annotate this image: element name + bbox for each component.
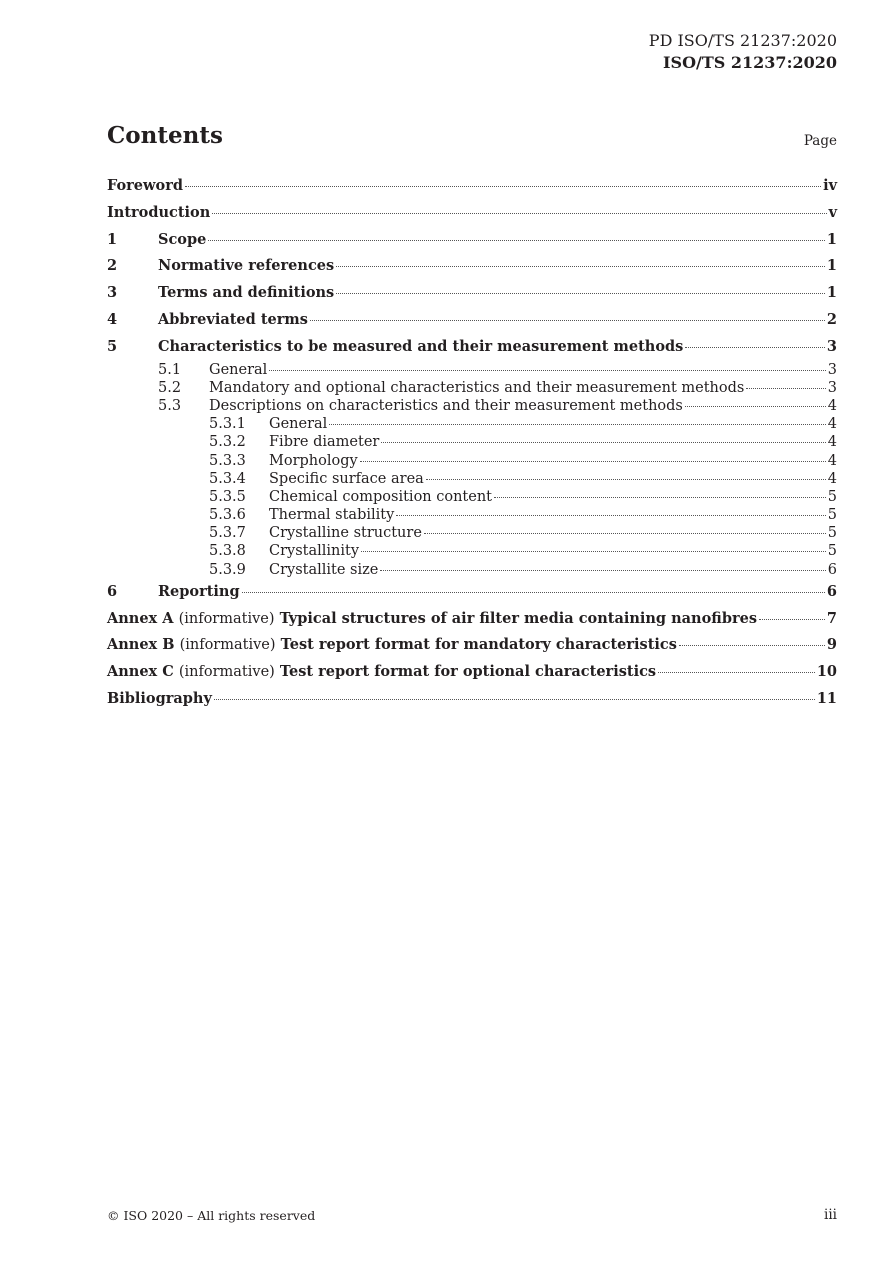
dot-leader [658,672,815,673]
toc-entry-page: 11 [816,690,837,708]
toc-entry-number: 4 [107,310,118,328]
toc-entry-label: Specific surface area [269,470,424,487]
toc-entry[interactable] [107,506,837,524]
toc-entry-label: Bibliography [107,690,212,708]
dot-leader [269,370,825,371]
toc-entry-number: 1 [107,230,118,248]
toc-entry-page: 4 [827,434,837,451]
toc-entry-page: 10 [816,663,837,681]
toc-entry-number: 5.3.5 [209,488,246,505]
toc-entry[interactable] [107,200,837,227]
toc-entry[interactable] [107,227,837,254]
toc-entry-label: Foreword [107,177,183,194]
dot-leader [214,699,815,700]
annex-title: Typical structures of air filter media containing nanofibres [279,609,757,627]
toc-entry-page: 6 [826,582,837,600]
page-number: iii [824,1207,837,1223]
toc-entry-number: 3 [107,284,118,302]
toc-entry-label: Crystalline structure [269,525,422,542]
toc-entry-label: Normative references [158,257,335,275]
toc-entry[interactable] [107,334,837,361]
toc-entry-label: Characteristics to be measured and their measurement methods [158,337,684,355]
toc-entry-page: 5 [827,488,837,505]
toc-entry-page: v [828,203,837,221]
toc-entry[interactable] [107,379,837,397]
dot-leader [759,619,825,620]
dot-leader [336,266,825,267]
toc-entry-label: Introduction [107,203,211,221]
toc-entry[interactable] [107,415,837,433]
toc-entry-page: 5 [827,543,837,560]
toc-entry-number: 5.3.3 [209,452,246,469]
toc-entry-label: Mandatory and optional characteristics and their measurement methods [209,379,745,396]
annex-informative: (informative) [178,664,275,681]
header-line-2: ISO/TS 21237:2020 [663,53,837,72]
toc-entry-label: General [269,416,328,433]
toc-entry[interactable] [107,488,837,506]
dot-leader [310,320,825,321]
toc-entry-page: 5 [827,507,837,524]
toc-entry-page: 3 [827,379,837,396]
dot-leader [494,497,826,498]
annex-title: Test report format for mandatory characteristics [280,636,677,654]
toc-entry-number: 5.3.6 [209,507,246,524]
toc-entry[interactable] [107,686,837,713]
toc-entry-page: 1 [826,230,837,248]
toc-entry-number: 6 [107,582,118,600]
dot-leader [360,461,826,462]
dot-leader [426,479,826,480]
dot-leader [424,533,826,534]
toc-entry-label: Abbreviated terms [158,310,308,328]
toc-entry[interactable] [107,433,837,451]
toc-entry-page: 7 [826,609,837,627]
toc-entry[interactable] [107,470,837,488]
annex-informative: (informative) [179,637,276,654]
toc-entry[interactable] [107,173,837,200]
toc-entry-page: 3 [826,337,837,355]
toc-entry-label: Descriptions on characteristics and their measurement methods [209,397,683,414]
toc-entry[interactable] [107,579,837,606]
toc-entry-label: Thermal stability [269,507,395,524]
toc-entry[interactable] [107,561,837,579]
annex-id: Annex A [107,609,174,627]
toc-entry-page: 2 [826,310,837,328]
page-column-label: Page [803,133,837,149]
toc-entry-number: 5.3.8 [209,543,246,560]
dot-leader [685,406,826,407]
toc-entry-label [107,632,677,659]
dot-leader [185,186,821,187]
toc-entry[interactable] [107,307,837,334]
dot-leader [380,570,825,571]
toc-entry-label: General [209,361,268,378]
toc-entry-number: 5.2 [158,379,182,396]
dot-leader [679,645,825,646]
annex-informative: (informative) [178,610,275,627]
dot-leader [329,424,825,425]
toc-entry-number: 5.1 [158,361,182,378]
toc-entry-label: Terms and definitions [158,284,335,302]
toc-entry-page: iv [823,177,837,194]
document-header [649,30,837,74]
toc-entry-label: Chemical composition content [269,488,493,505]
dot-leader [396,515,825,516]
table-of-contents [107,173,837,713]
toc-entry-page: 4 [827,470,837,487]
toc-entry-label: Scope [158,230,207,248]
toc-entry-page: 6 [827,561,837,578]
dot-leader [746,388,825,389]
toc-entry-label [107,659,656,686]
annex-title: Test report format for optional characteristics [279,663,657,681]
toc-entry-number: 5.3.2 [209,434,246,451]
toc-entry-label: Morphology [269,452,358,469]
toc-entry[interactable] [107,253,837,280]
toc-entry[interactable] [107,606,837,633]
dot-leader [208,240,825,241]
toc-entry-number: 5.3.4 [209,470,246,487]
dot-leader [242,592,825,593]
toc-entry-page: 1 [826,284,837,302]
toc-entry[interactable] [107,659,837,686]
header-line-1: PD ISO/TS 21237:2020 [648,31,837,50]
annex-id: Annex B [107,636,175,654]
toc-entry[interactable] [107,280,837,307]
toc-entry-page: 1 [826,257,837,275]
dot-leader [212,213,826,214]
toc-entry-number: 5.3.7 [209,525,246,542]
toc-entry-number: 2 [107,257,118,275]
toc-entry[interactable] [107,542,837,560]
copyright-notice: © ISO 2020 – All rights reserved [107,1208,316,1223]
toc-entry-label: Fibre diameter [269,434,380,451]
dot-leader [381,442,825,443]
toc-entry-page: 4 [827,416,837,433]
dot-leader [361,551,826,552]
toc-entry-page: 5 [827,525,837,542]
toc-entry-number: 5.3.9 [209,561,246,578]
toc-entry-number: 5 [107,337,118,355]
toc-entry-number: 5.3.1 [209,416,246,433]
toc-entry[interactable] [107,361,837,379]
toc-entry-label: Reporting [158,582,240,600]
page-title: Contents [107,122,223,149]
dot-leader [685,347,825,348]
toc-entry-page: 4 [827,452,837,469]
annex-id: Annex C [107,663,174,681]
toc-entry-label: Crystallinity [269,543,360,560]
toc-entry-page: 9 [826,636,837,654]
toc-entry-page: 4 [827,397,837,414]
dot-leader [336,293,825,294]
toc-entry[interactable] [107,397,837,415]
toc-entry-label [107,606,757,633]
toc-entry-page: 3 [827,361,837,378]
toc-entry-label: Crystallite size [269,561,379,578]
toc-entry[interactable] [107,524,837,542]
toc-entry-number: 5.3 [158,397,182,414]
toc-entry[interactable] [107,452,837,470]
toc-entry[interactable] [107,632,837,659]
